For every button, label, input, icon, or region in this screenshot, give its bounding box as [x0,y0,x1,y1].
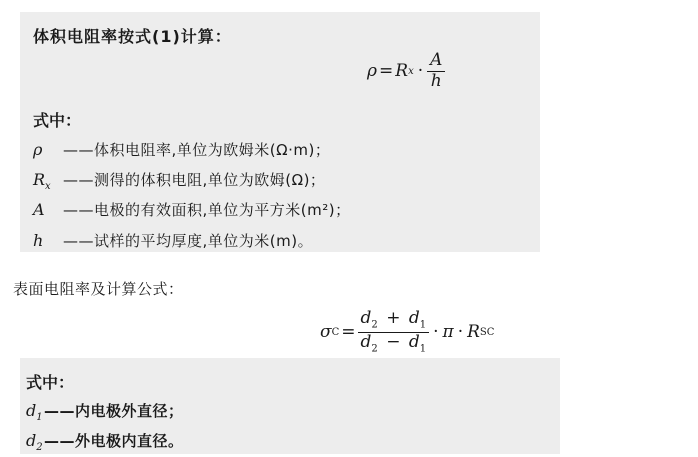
formula2-r-sub: SC [479,326,495,338]
def-row-h [33,230,313,251]
formula2-dot1: · [433,322,439,343]
formula1-lhs: ρ [367,61,377,82]
section2-where: 式中： [26,373,75,392]
def-text: ——外电极内直径。 [44,432,184,450]
def-row-rho [33,139,330,160]
formula1-fraction [427,52,445,91]
formula2-numerator: $d_2 + d_1$ [358,310,430,333]
formula1-r: R [395,61,409,82]
formula2-fraction [358,310,430,355]
section2-heading: 表面电阻率及计算公式： [13,280,184,298]
section1-where: 式中： [33,111,82,130]
def-text: ——试样的平均厚度,单位为米(m)。 [63,232,314,250]
formula1-numerator: A [427,52,445,72]
def-row-a [33,199,351,220]
def-text: ——测得的体积电阻,单位为欧姆(Ω)； [63,171,326,189]
def-row-rx [33,169,325,192]
formula2-r: R [467,322,480,343]
formula2-pi: π [442,322,454,343]
volume-resistivity-formula [367,52,445,91]
def-symbol: $R_x$ [33,170,51,193]
formula2-eq: = [341,322,356,343]
formula2-lhs: σ [320,322,332,343]
def-row-d1 [26,400,184,423]
def-row-d2 [26,430,184,453]
formula1-r-sub: x [408,65,414,77]
def-symbol: ρ [33,140,43,159]
formula2-lhs-sub: C [331,326,340,338]
surface-resistivity-formula [320,310,494,355]
def-text: ——内电极外直径； [44,402,184,420]
formula1-dot: · [417,61,424,82]
def-symbol: $d_1$ [26,401,43,424]
formula2-dot2: · [457,322,464,343]
def-symbol: h [33,231,44,250]
formula2-denominator: $d_2 - d_1$ [360,331,427,355]
formula1-eq: = [379,61,394,82]
formula1-denominator: h [430,70,442,91]
section1-heading: 体积电阻率按式(1)计算： [33,27,232,46]
def-symbol: $d_2$ [26,431,43,454]
def-text: ——电极的有效面积,单位为平方米(m²)； [63,201,351,219]
def-symbol: A [33,200,45,219]
def-text: ——体积电阻率,单位为欧姆米(Ω·m)； [63,141,331,159]
